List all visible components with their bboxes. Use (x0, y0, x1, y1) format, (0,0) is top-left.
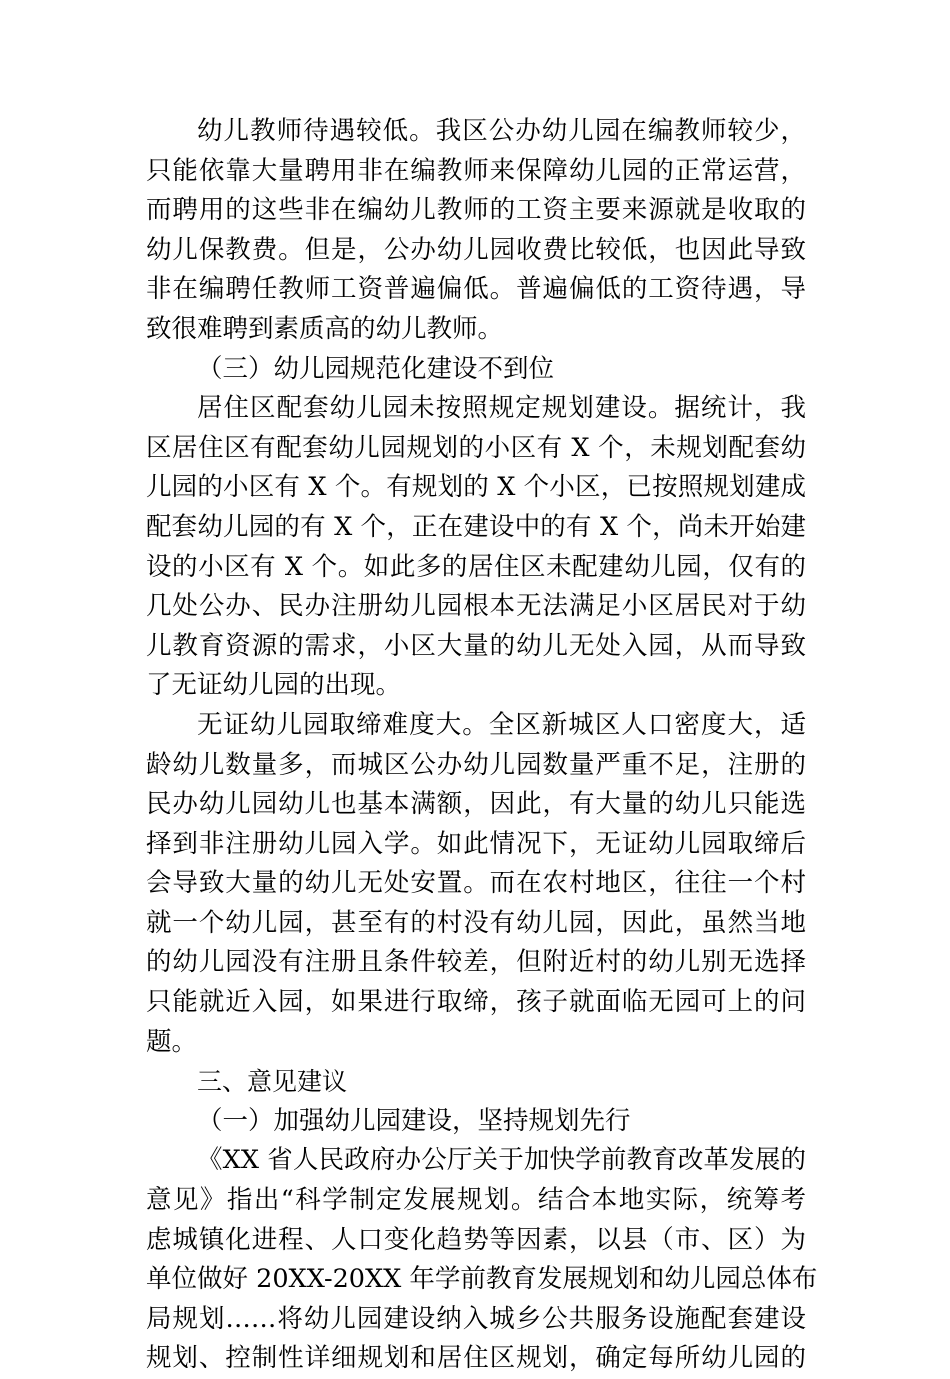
body-text-line: 区居住区有配套幼儿园规划的小区有 X 个，未规划配套幼 (146, 432, 806, 463)
body-text-line: 设的小区有 X 个。如此多的居住区未配建幼儿园，仅有的 (146, 551, 806, 582)
body-text-line: 只能就近入园，如果进行取缔，孩子就面临无园可上的问 (146, 987, 806, 1018)
body-text-line: 非在编聘任教师工资普遍偏低。普遍偏低的工资待遇，导 (146, 274, 806, 305)
body-text-line: 的幼儿园没有注册且条件较差，但附近村的幼儿别无选择 (146, 947, 806, 978)
body-text-line: 局规划……将幼儿园建设纳入城乡公共服务设施配套建设 (146, 1303, 806, 1334)
body-text-line: 就一个幼儿园，甚至有的村没有幼儿园，因此，虽然当地 (146, 907, 806, 938)
body-text-line: 了无证幼儿园的出现。 (146, 670, 402, 701)
body-text-line: 只能依靠大量聘用非在编教师来保障幼儿园的正常运营， (146, 155, 806, 186)
body-text-line: 单位做好 20XX-20XX 年学前教育发展规划和幼儿园总体布 (146, 1264, 818, 1295)
body-text-line: 儿园的小区有 X 个。有规划的 X 个小区，已按照规划建成 (146, 472, 806, 503)
body-text-line: 虑城镇化进程、人口变化趋势等因素，以县（市、区）为 (146, 1224, 806, 1255)
body-text-line: 无证幼儿园取缔难度大。全区新城区人口密度大，适 (197, 709, 806, 740)
body-text-line: 意见》指出“科学制定发展规划。结合本地实际，统筹考 (146, 1185, 806, 1216)
document-page (146, 112, 818, 1379)
body-text-line: 民办幼儿园幼儿也基本满额，因此，有大量的幼儿只能选 (146, 789, 806, 820)
body-text-line: 而聘用的这些非在编幼儿教师的工资主要来源就是收取的 (146, 195, 806, 226)
body-text-line: 几处公办、民办注册幼儿园根本无法满足小区居民对于幼 (146, 591, 806, 622)
subheading-1: （一）加强幼儿园建设，坚持规划先行 (197, 1105, 631, 1136)
body-text-line: 幼儿教师待遇较低。我区公办幼儿园在编教师较少， (197, 116, 806, 146)
body-text-line: 《XX 省人民政府办公厅关于加快学前教育改革发展的 (197, 1145, 806, 1176)
body-text-line: 择到非注册幼儿园入学。如此情况下，无证幼儿园取缔后 (146, 828, 806, 859)
body-text-line: 会导致大量的幼儿无处安置。而在农村地区，往往一个村 (146, 868, 806, 899)
body-text-line: 居住区配套幼儿园未按照规定规划建设。据统计，我 (197, 393, 806, 424)
body-text-line: 致很难聘到素质高的幼儿教师。 (146, 313, 504, 344)
body-text-line: 题。 (146, 1026, 198, 1057)
body-text-line: 龄幼儿数量多，而城区公办幼儿园数量严重不足，注册的 (146, 749, 806, 780)
section-heading: 三、意见建议 (197, 1067, 348, 1097)
body-text-line: 配套幼儿园的有 X 个，正在建设中的有 X 个，尚未开始建 (146, 511, 806, 542)
body-text-line: 规划、控制性详细规划和居住区规划，确定每所幼儿园的 (146, 1343, 806, 1374)
body-text-line: 儿教育资源的需求，小区大量的幼儿无处入园，从而导致 (146, 630, 806, 661)
subheading-3: （三）幼儿园规范化建设不到位 (197, 353, 555, 384)
body-text-line: 幼儿保教费。但是，公办幼儿园收费比较低，也因此导致 (146, 234, 806, 265)
